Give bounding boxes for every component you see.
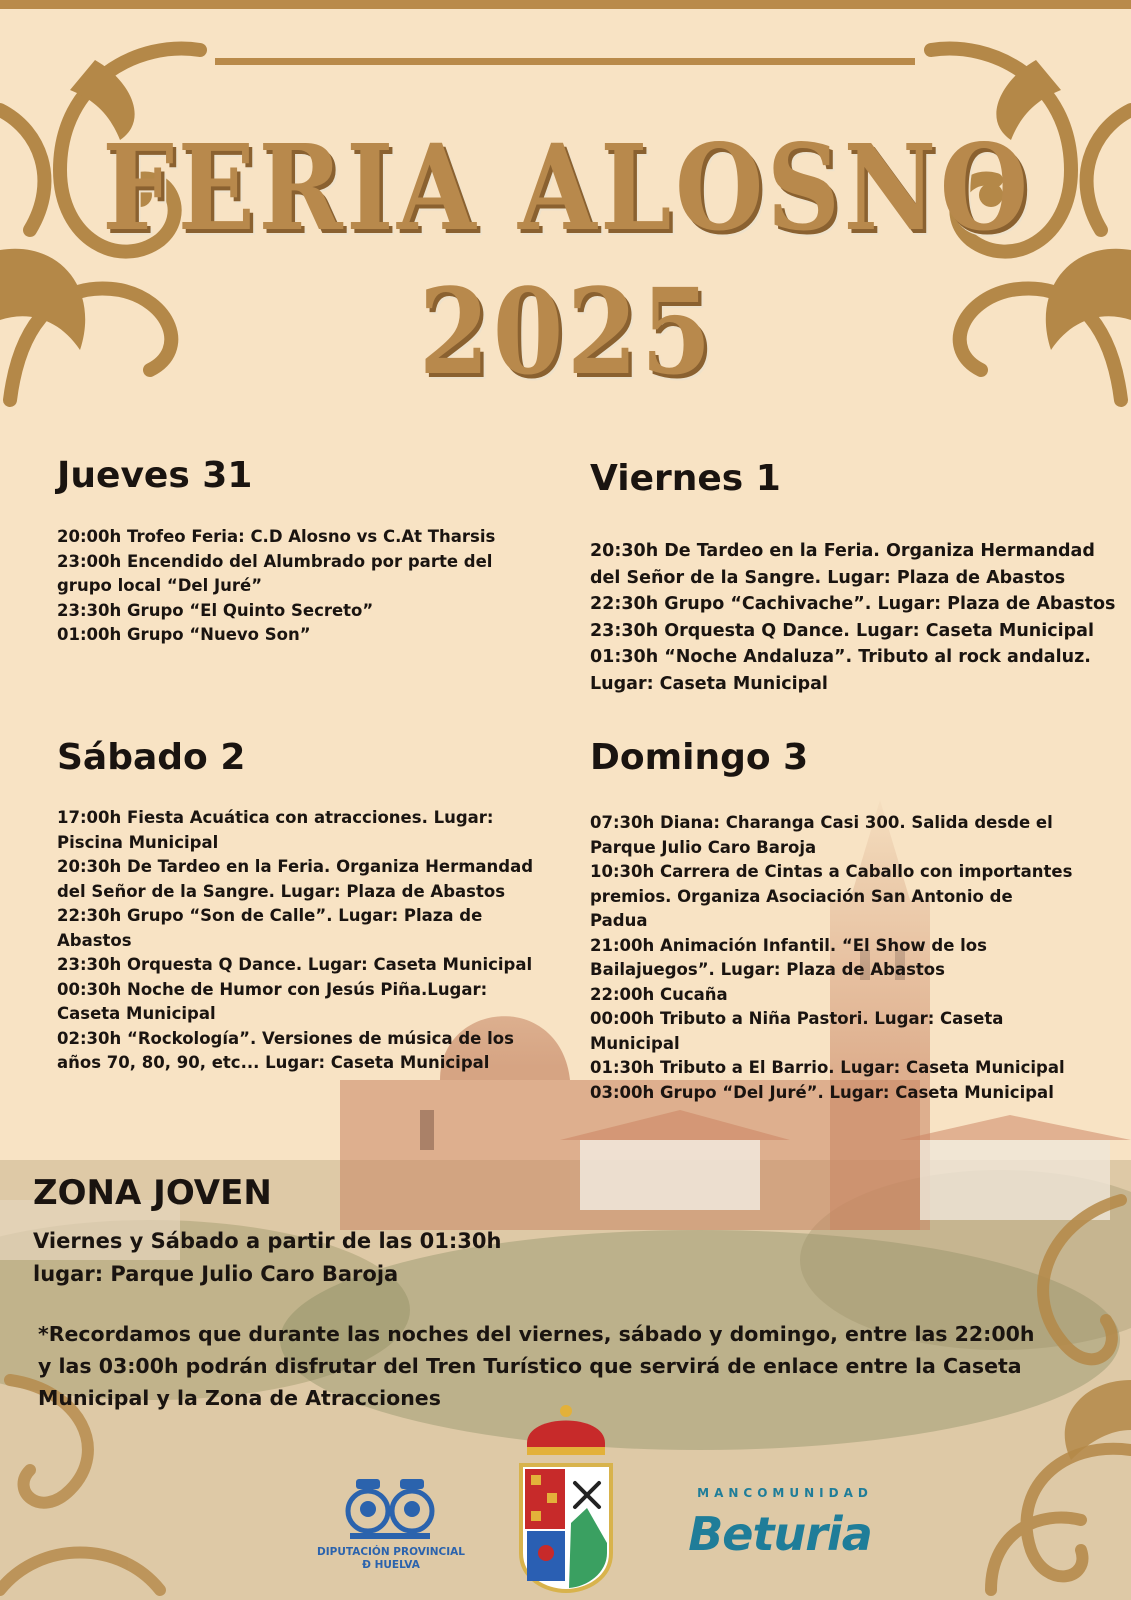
event-line: Padua xyxy=(590,911,648,930)
event-line: Caseta Municipal xyxy=(57,1004,216,1023)
zona-joven-location: lugar: Parque Julio Caro Baroja xyxy=(33,1262,399,1286)
event-line: 01:30h Tributo a El Barrio. Lugar: Caseta Municipal xyxy=(590,1058,1065,1077)
event-line: 22:30h Grupo “Son de Calle”. Lugar: Plaza de xyxy=(57,906,483,925)
event-line: del Señor de la Sangre. Lugar: Plaza de Abastos xyxy=(57,881,506,901)
event-line: 23:30h Orquesta Q Dance. Lugar: Caseta Municipal xyxy=(57,955,533,974)
day-title-jueves: Jueves 31 xyxy=(57,455,253,496)
note-line: y las 03:00h podrán disfrutar del Tren Turístico que servirá de enlace entre la Caseta xyxy=(38,1354,1022,1378)
note-line: *Recordamos que durante las noches del viernes, sábado y domingo, entre las 22:00h xyxy=(38,1322,1035,1346)
event-line: 17:00h Fiesta Acuática con atracciones. Lugar: xyxy=(57,808,494,827)
event-line: 20:30h De Tardeo en la Feria. Organiza Hermandad xyxy=(57,857,534,876)
note-line: Municipal y la Zona de Atracciones xyxy=(38,1386,441,1410)
event-line: 03:00h Grupo “Del Juré”. Lugar: Caseta Municipal xyxy=(590,1082,1054,1102)
diputacion-line2: Ð HUELVA xyxy=(362,1559,420,1571)
diputacion-line1: DIPUTACIÓN PROVINCIAL xyxy=(317,1546,465,1558)
event-line: Piscina Municipal xyxy=(57,832,219,852)
event-line: premios. Organiza Asociación San Antonio de xyxy=(590,886,1013,906)
event-line: 10:30h Carrera de Cintas a Caballo con importantes xyxy=(590,862,1073,881)
event-line: 22:00h Cucaña xyxy=(590,984,728,1004)
day-title-sabado: Sábado 2 xyxy=(57,737,246,778)
event-list-jueves xyxy=(57,525,495,648)
mancomunidad-label: MANCOMUNIDAD xyxy=(697,1486,873,1500)
event-line: 20:30h De Tardeo en la Feria. Organiza Hermandad xyxy=(590,541,1095,561)
poster-year: 2025 xyxy=(418,262,715,401)
event-line: 00:30h Noche de Humor con Jesús Piña.Lugar: xyxy=(57,979,488,999)
event-line: Abastos xyxy=(57,930,132,950)
event-line: 07:30h Diana: Charanga Casi 300. Salida desde el xyxy=(590,813,1053,832)
day-title-domingo: Domingo 3 xyxy=(590,737,809,778)
title-rule xyxy=(215,58,915,65)
event-line: 22:30h Grupo “Cachivache”. Lugar: Plaza de Abastos xyxy=(590,594,1116,614)
day-title-viernes: Viernes 1 xyxy=(590,458,781,499)
event-line: años 70, 80, 90, etc... Lugar: Caseta Municipal xyxy=(57,1053,490,1072)
beturia-logo-text: Beturia xyxy=(688,1507,872,1561)
top-border xyxy=(0,0,1131,9)
train-note xyxy=(38,1318,1035,1414)
event-line: Parque Julio Caro Baroja xyxy=(590,837,817,857)
event-line: 20:00h Trofeo Feria: C.D Alosno vs C.At Tharsis xyxy=(57,527,496,546)
diputacion-emblem-icon xyxy=(342,1473,438,1543)
event-line: 02:30h “Rockología”. Versiones de música de los xyxy=(57,1028,514,1048)
event-line: 23:30h Orquesta Q Dance. Lugar: Caseta Municipal xyxy=(590,620,1094,641)
event-line: Lugar: Caseta Municipal xyxy=(590,673,828,694)
event-line: 00:00h Tributo a Niña Pastori. Lugar: Caseta xyxy=(590,1009,1004,1028)
event-line: 23:30h Grupo “El Quinto Secreto” xyxy=(57,600,374,620)
zona-joven-schedule: Viernes y Sábado a partir de las 01:30h xyxy=(33,1229,502,1253)
alosno-coat-of-arms-icon xyxy=(517,1403,615,1593)
zona-joven-title: ZONA JOVEN xyxy=(33,1173,272,1213)
event-line: Municipal xyxy=(590,1033,680,1053)
event-list-viernes xyxy=(590,538,1115,697)
event-line: 21:00h Animación Infantil. “El Show de los xyxy=(590,935,987,955)
event-list-domingo xyxy=(590,811,1072,1105)
event-line: 01:30h “Noche Andaluza”. Tributo al rock andaluz. xyxy=(590,647,1091,667)
diputacion-logo-text xyxy=(306,1546,476,1572)
event-line: Bailajuegos”. Lugar: Plaza de Abastos xyxy=(590,960,945,979)
event-list-sabado xyxy=(57,806,533,1076)
poster-title: FERIA ALOSNO xyxy=(102,118,1032,257)
event-line: grupo local “Del Juré” xyxy=(57,576,263,595)
event-line: del Señor de la Sangre. Lugar: Plaza de Abastos xyxy=(590,567,1066,588)
event-line: 23:00h Encendido del Alumbrado por parte del xyxy=(57,551,493,571)
event-line: 01:00h Grupo “Nuevo Son” xyxy=(57,625,311,644)
